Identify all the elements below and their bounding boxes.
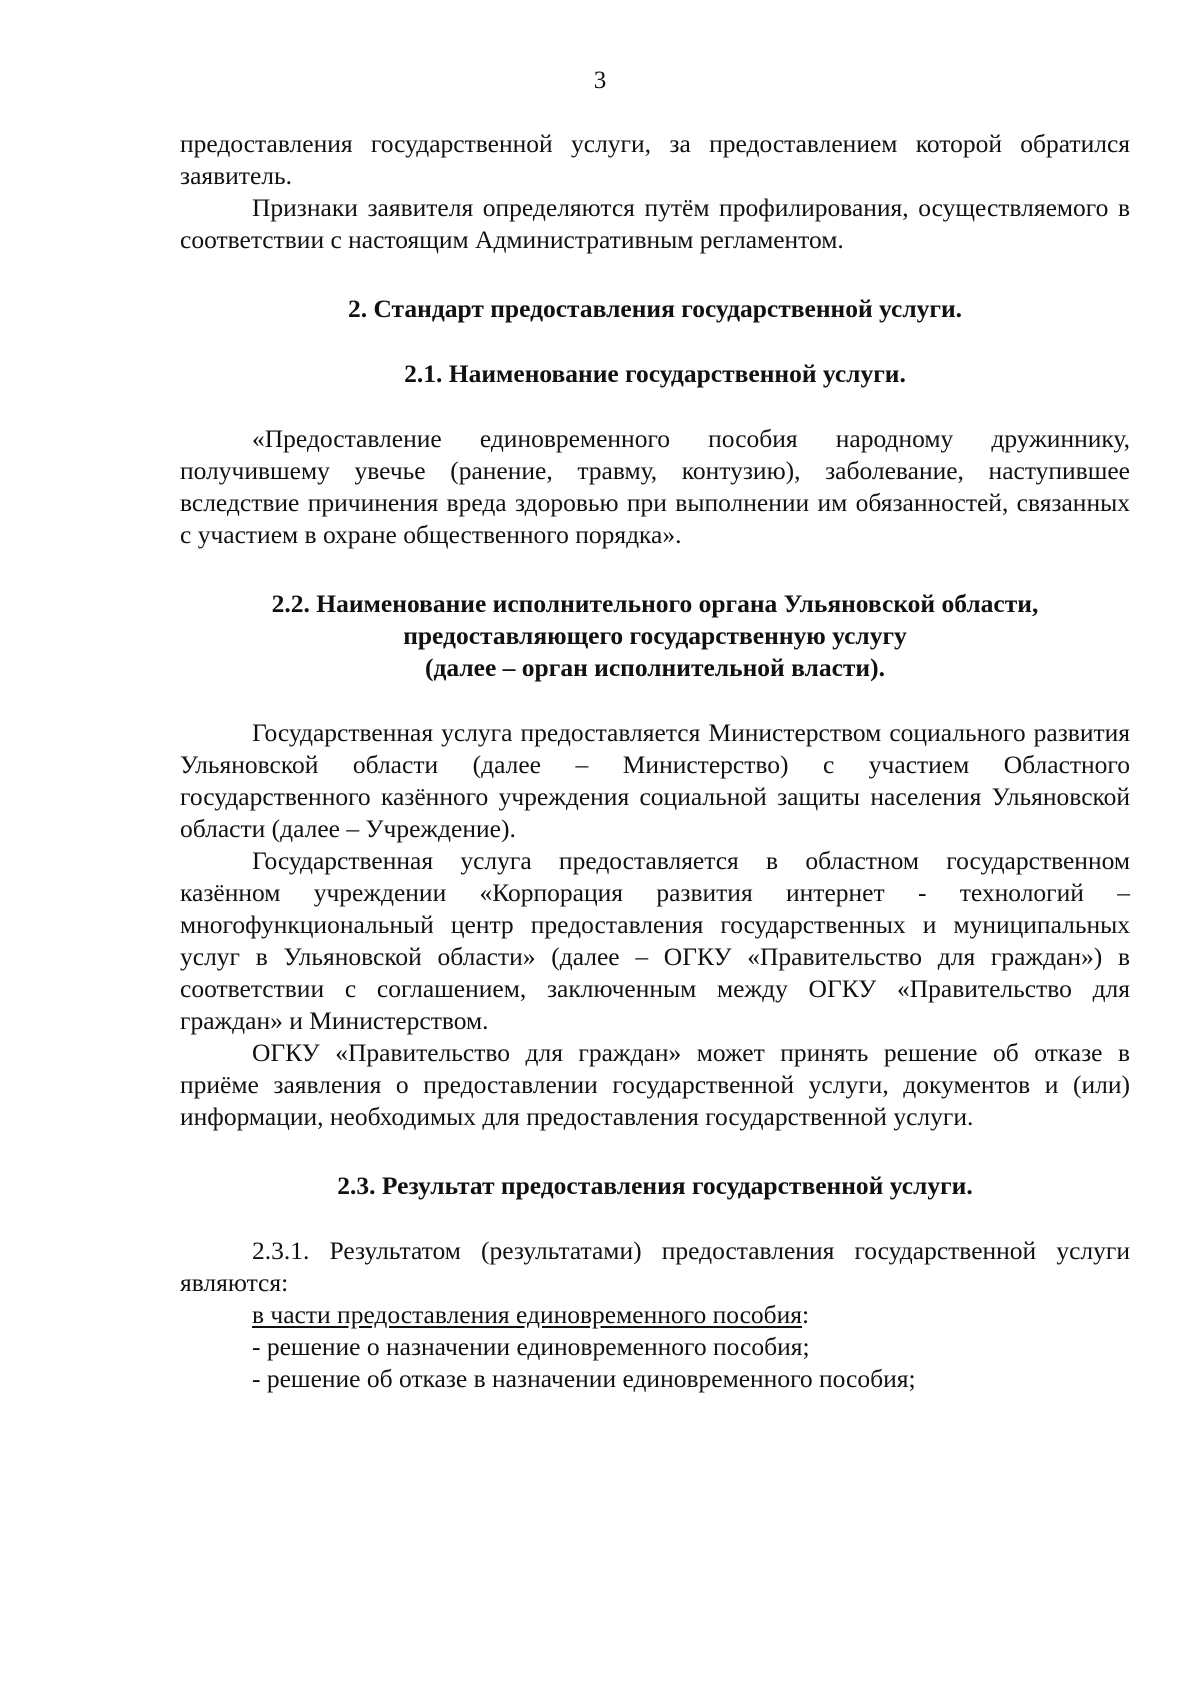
section-2-3-heading: 2.3. Результат предоставления государственной услуги.	[337, 1171, 973, 1200]
intro-paragraph-2: Признаки заявителя определяются путём профилирования, осуществляемого в соответствии с настоящим Административным регламентом.	[180, 193, 1130, 254]
result-subheading-colon: :	[802, 1300, 810, 1329]
section-2-2-heading-line-1: 2.2. Наименование исполнительного органа Ульяновской области,	[271, 589, 1039, 618]
section-2-2-paragraph-1: Государственная услуга предоставляется Министерством социального развития Ульяновской области (далее – Министерство) с участием Областного государственного казённого учреждения социальной защиты населения Ульяновской области (далее – Учреждение).	[180, 718, 1130, 843]
section-2-2-heading	[180, 588, 1130, 684]
result-subheading	[180, 1299, 1130, 1331]
service-name-paragraph: «Предоставление единовременного пособия народному дружиннику, получившему увечье (ранение, травму, контузию), заболевание, наступившее вследствие причинения вреда здоровью при выполнении им обязанностей, связанных с участием в охране общественного порядка».	[180, 424, 1130, 549]
result-list-item: - решение об отказе в назначении единовременного пособия;	[252, 1364, 916, 1393]
intro-paragraph-1: предоставления государственной услуги, за предоставлением которой обратился заявитель.	[180, 129, 1130, 190]
section-2-heading: 2. Стандарт предоставления государственной услуги.	[347, 294, 963, 323]
section-2-2-heading-line-2: предоставляющего государственную услугу	[403, 621, 907, 650]
section-2-3-1-paragraph: 2.3.1. Результатом (результатами) предоставления государственной услуги являются:	[180, 1236, 1130, 1297]
section-2-2-paragraph-3: ОГКУ «Правительство для граждан» может принять решение об отказе в приёме заявления о предоставлении государственной услуги, документов и (или) информации, необходимых для предоставления государственной услуги.	[180, 1038, 1130, 1131]
result-subheading-underlined: в части предоставления единовременного пособия	[252, 1300, 803, 1329]
section-2-1-heading: 2.1. Наименование государственной услуги.	[404, 359, 906, 388]
page-number: 3	[593, 67, 607, 94]
document-body	[180, 128, 1130, 1395]
section-2-2-paragraph-2: Государственная услуга предоставляется в областном государственном казённом учреждении «Корпорация развития интернет - технологий – многофункциональный центр предоставления государственных и муниципальных услуг в Ульяновской области» (далее – ОГКУ «Правительство для граждан») в соответствии с соглашением, заключенным между ОГКУ «Правительство для граждан» и Министерством.	[180, 846, 1130, 1035]
result-list-item: - решение о назначении единовременного пособия;	[252, 1332, 810, 1361]
section-2-2-heading-line-3: (далее – орган исполнительной власти).	[425, 653, 885, 682]
